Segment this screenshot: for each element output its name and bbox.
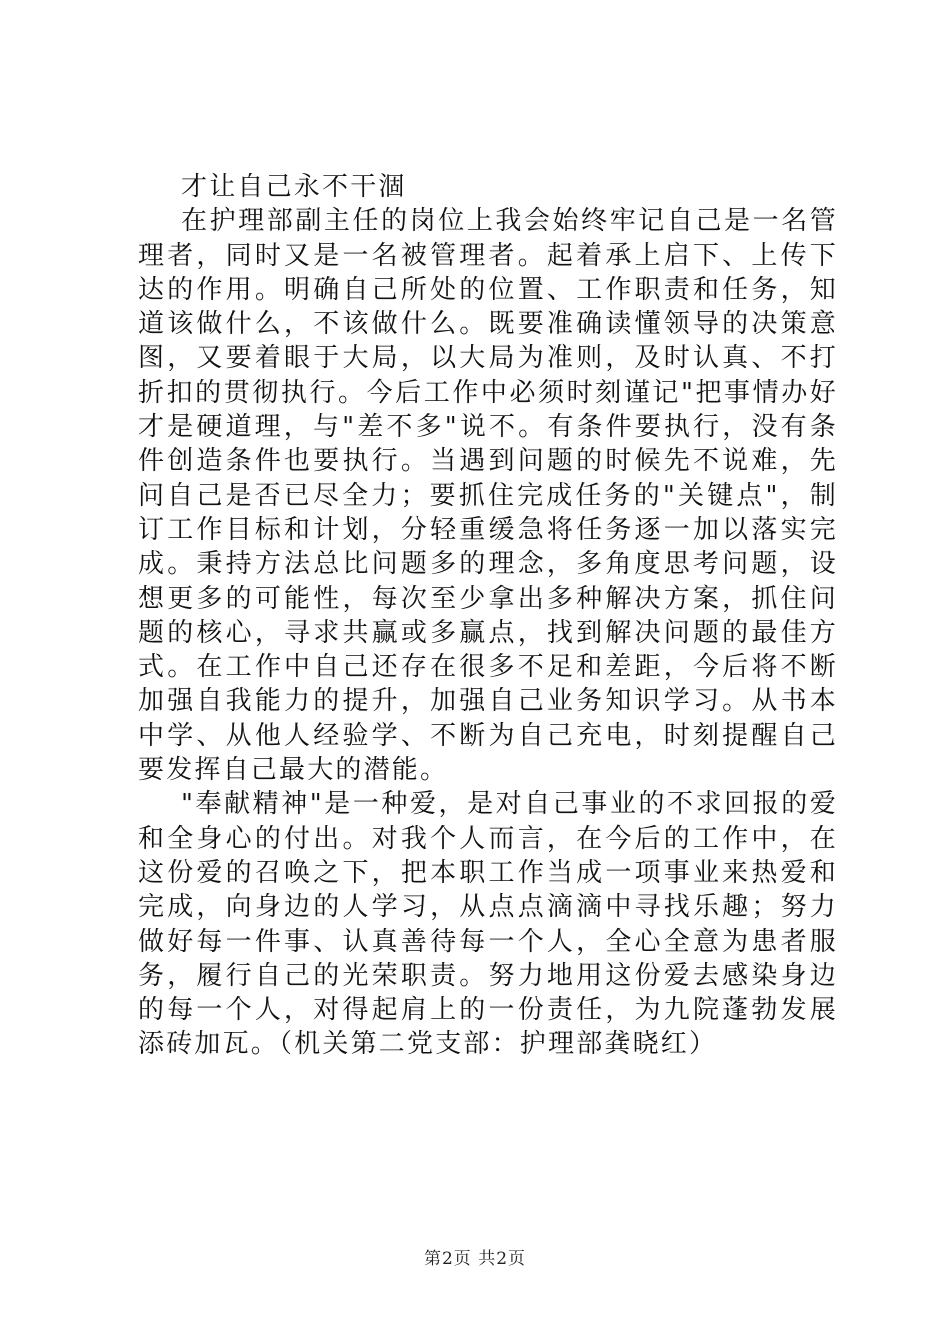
page-number-footer: 第2页 共2页 [423, 1249, 527, 1269]
paragraph-opening: 才让自己永不干涸 [181, 172, 407, 202]
paragraph-dedication: "奉献精神"是一种爱，是对自己事业的不求回报的爱和全身心的付出。对我个人而言，在今后的工作中，在这份爱的召唤之下，把本职工作当成一项事业来热爱和完成，向身边的人学习，从点点滴滴中寻找乐趣；努力做好每一件事、认真善待每一个人，全心全意为患者服务，履行自己的光荣职责。努力地用这份爱去感染身边的每一个人，对得起肩上的一份责任，为九院蓬勃发展添砖加瓦。（机关第二党支部：护理部龚晓红） [138, 789, 838, 1060]
document-body [138, 170, 838, 1062]
paragraph-management: 在护理部副主任的岗位上我会始终牢记自己是一名管理者，同时又是一名被管理者。起着承上启下、上传下达的作用。明确自己所处的位置、工作职责和任务，知道该做什么，不该做什么。既要准确读懂领导的决策意图，又要着眼于大局，以大局为准则，及时认真、不打折扣的贯彻执行。今后工作中必须时刻谨记"把事情办好才是硬道理，与"差不多"说不。有条件要执行，没有条件创造条件也要执行。当遇到问题的时候先不说难，先问自己是否已尽全力；要抓住完成任务的"关键点"，制订工作目标和计划，分轻重缓急将任务逐一加以落实完成。秉持方法总比问题多的理念，多角度思考问题，设想更多的可能性，每次至少拿出多种解决方案，抓住问题的核心，寻求共赢或多赢点，找到解决问题的最佳方式。在工作中自己还存在很多不足和差距，今后将不断加强自我能力的提升，加强自己业务知识学习。从书本中学、从他人经验学、不断为自己充电，时刻提醒自己要发挥自己最大的潜能。 [138, 206, 838, 786]
